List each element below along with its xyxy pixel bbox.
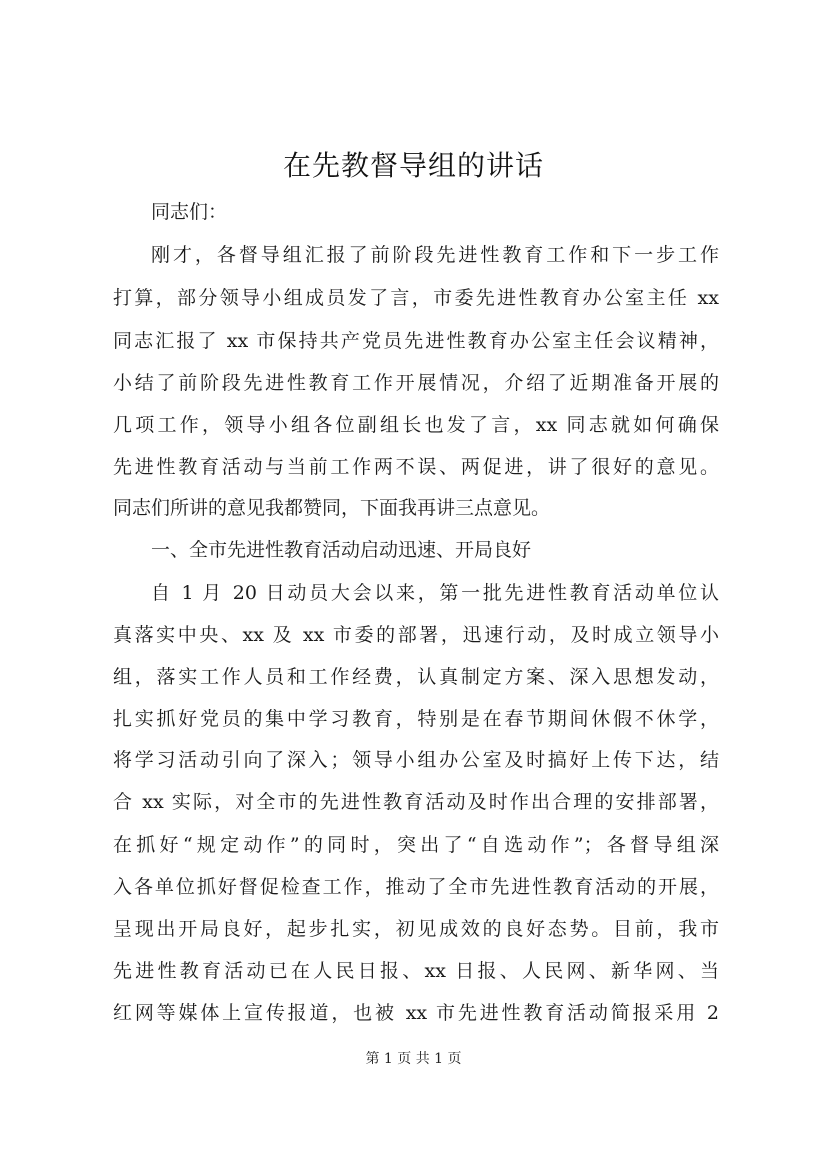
paragraph-line: 小结了前阶段先进性教育工作开展情况，介绍了近期准备开展的 (113, 372, 719, 394)
paragraph-line: 红网等媒体上宣传报道，也被 xx 市先进性教育活动简报采用 2 (113, 1002, 719, 1024)
section-heading-1: 一、全市先进性教育活动启动迅速、开局良好 (151, 539, 532, 561)
paragraph-line: 合 xx 实际，对全市的先进性教育活动及时作出合理的安排部署， (113, 791, 719, 813)
paragraph-line: 先进性教育活动与当前工作两不误、两促进，讲了很好的意见。 (113, 456, 719, 478)
paragraph-line: 入各单位抓好督促检查工作，推动了全市先进性教育活动的开展， (113, 876, 719, 898)
paragraph-line: 呈现出开局良好，起步扎实，初见成效的良好态势。目前，我市 (113, 918, 719, 940)
paragraph-line: 在抓好“规定动作”的同时，突出了“自选动作”；各督导组深 (113, 834, 719, 856)
paragraph-line: 组，落实工作人员和工作经费，认真制定方案、深入思想发动， (113, 666, 719, 688)
document-title: 在先教督导组的讲话 (282, 149, 544, 182)
paragraph-line: 几项工作，领导小组各位副组长也发了言，xx 同志就如何确保 (113, 414, 719, 436)
page-number: 第 1 页 共 1 页 (365, 1051, 462, 1067)
paragraph-line: 刚才，各督导组汇报了前阶段先进性教育工作和下一步工作 (151, 244, 719, 266)
paragraph-line: 打算，部分领导小组成员发了言，市委先进性教育办公室主任 xx (113, 287, 719, 309)
greeting: 同志们： (151, 201, 228, 223)
paragraph-line: 同志们所讲的意见我都赞同，下面我再讲三点意见。 (113, 497, 551, 519)
paragraph-line: 自 1 月 20 日动员大会以来，第一批先进性教育活动单位认 (151, 582, 719, 604)
paragraph-line: 同志汇报了 xx 市保持共产党员先进性教育办公室主任会议精神， (113, 330, 719, 352)
paragraph-line: 真落实中央、xx 及 xx 市委的部署，迅速行动，及时成立领导小 (113, 624, 719, 646)
paragraph-line: 将学习活动引向了深入；领导小组办公室及时搞好上传下达，结 (113, 749, 719, 771)
paragraph-line: 先进性教育活动已在人民日报、xx 日报、人民网、新华网、当 (113, 960, 719, 982)
paragraph-line: 扎实抓好党员的集中学习教育，特别是在春节期间休假不休学， (113, 708, 719, 730)
